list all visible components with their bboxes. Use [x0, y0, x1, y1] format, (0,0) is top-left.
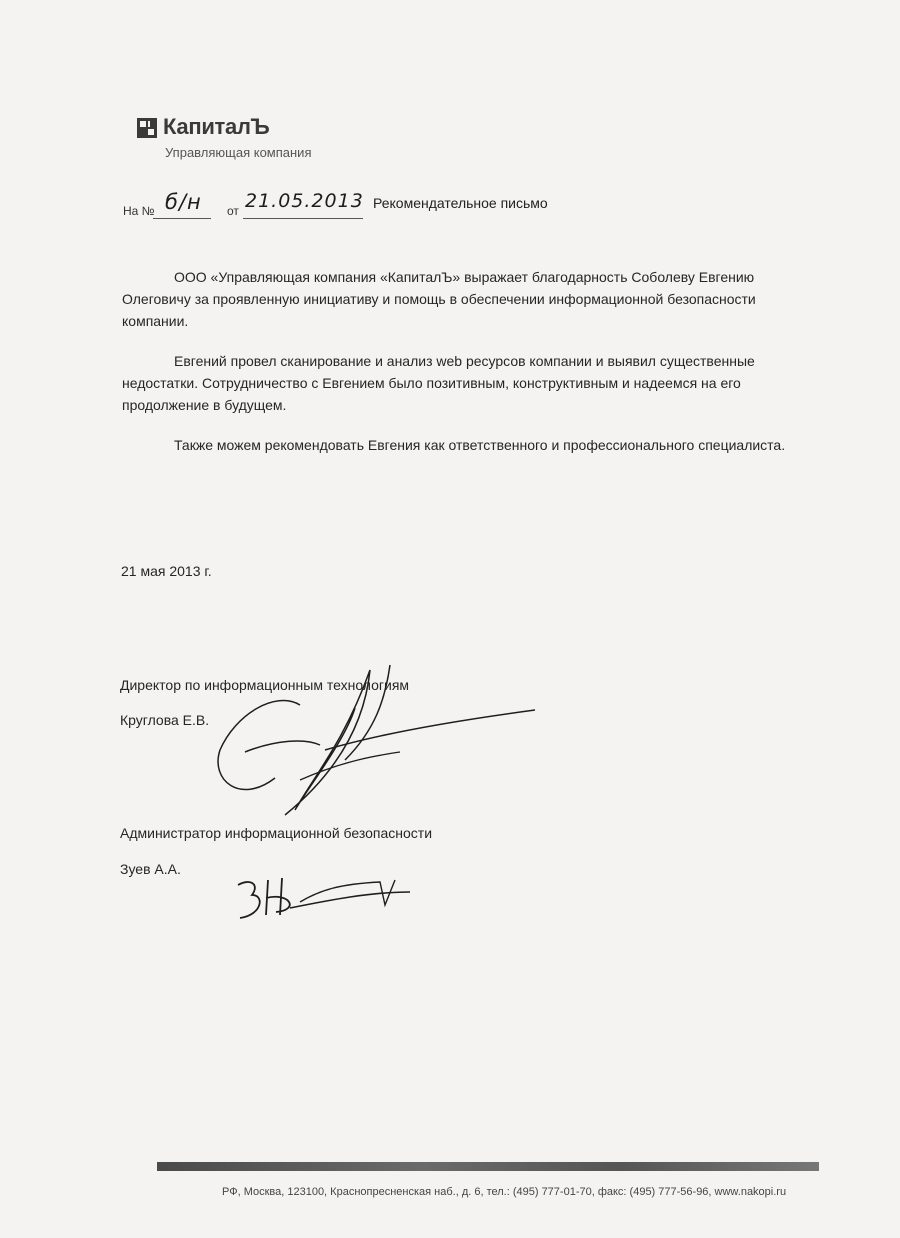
signatory-1-name: Круглова Е.В. — [120, 712, 210, 728]
handwritten-number: б/н — [165, 190, 202, 214]
paragraph-2 — [122, 350, 812, 416]
footer-divider — [157, 1162, 819, 1171]
signature-2-icon — [230, 870, 430, 930]
number-underline — [153, 218, 211, 219]
date-underline — [243, 218, 363, 219]
company-name: КапиталЪ — [163, 114, 270, 139]
signatory-1-position: Директор по информационным технологиям — [120, 677, 410, 693]
signature-1-icon — [205, 660, 545, 820]
letter-date: 21 мая 2013 г. — [121, 563, 212, 579]
paragraph-3-text: Также можем рекомендовать Евгения как ответственного и профессионального специалиста. — [174, 437, 786, 453]
paragraph-1 — [122, 266, 812, 332]
company-logo-mark-icon — [137, 118, 157, 138]
date-label: от — [227, 204, 239, 218]
paragraph-1-text: ООО «Управляющая компания «КапиталЪ» выражает благодарность Соболеву Евгению Олеговичу за проявленную инициативу и помощь в обеспечении информационной безопасности компании. — [122, 269, 756, 329]
signatory-2-position: Администратор информационной безопасности — [120, 825, 433, 841]
company-subtitle: Управляющая компания — [165, 145, 312, 160]
paragraph-3 — [122, 434, 812, 456]
signatory-2-name: Зуев А.А. — [120, 861, 181, 877]
footer-address: РФ, Москва, 123100, Краснопресненская наб., д. 6, тел.: (495) 777-01-70, факс: (495) 777-56-96, www.nakopi.ru — [222, 1186, 787, 1198]
document-title: Рекомендательное письмо — [373, 195, 548, 211]
paragraph-2-text: Евгений провел сканирование и анализ web ресурсов компании и выявил существенные недостатки. Сотрудничество с Евгением было позитивным, конструктивным и надеемся на его продолжение в будущем. — [122, 353, 755, 413]
number-label: На № — [123, 204, 155, 218]
handwritten-date: 21.05.2013 — [245, 190, 364, 212]
reference-line — [123, 186, 583, 222]
